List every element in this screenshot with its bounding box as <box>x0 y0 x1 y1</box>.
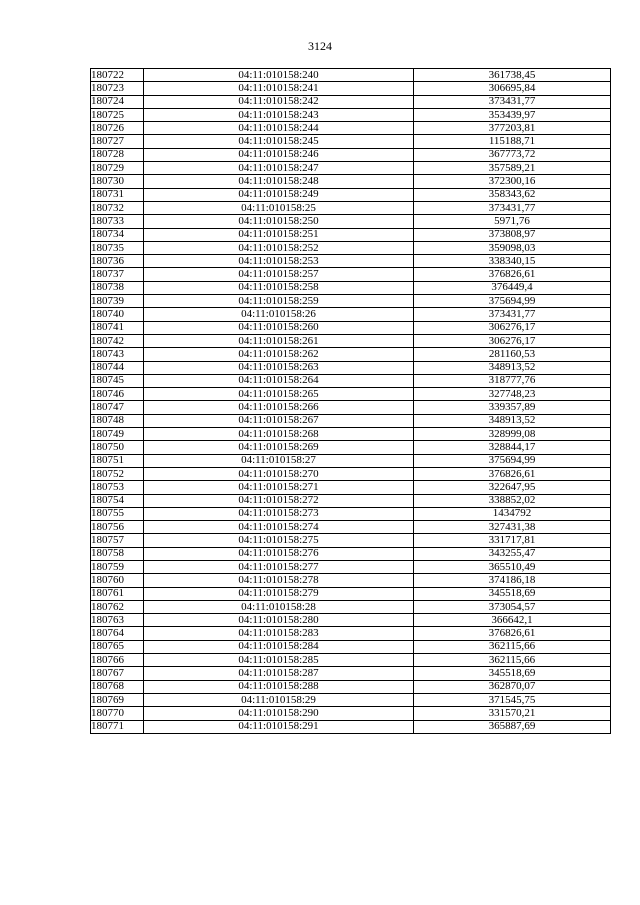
table-row <box>91 361 611 374</box>
row-number-cell: 180771 <box>91 720 144 733</box>
cadastral-value-cell: 373431,77 <box>414 308 611 321</box>
row-number-cell: 180760 <box>91 574 144 587</box>
table-row <box>91 547 611 560</box>
cadastral-value-cell: 306276,17 <box>414 321 611 334</box>
cadastral-number-cell: 04:11:010158:263 <box>144 361 414 374</box>
table-row <box>91 348 611 361</box>
row-number-cell: 180752 <box>91 467 144 480</box>
table-row <box>91 308 611 321</box>
cadastral-value-cell: 373431,77 <box>414 95 611 108</box>
cadastral-number-cell: 04:11:010158:270 <box>144 467 414 480</box>
cadastral-number-cell: 04:11:010158:271 <box>144 481 414 494</box>
cadastral-value-cell: 375694,99 <box>414 295 611 308</box>
table-row <box>91 188 611 201</box>
table-row <box>91 614 611 627</box>
cadastral-value-cell: 1434792 <box>414 507 611 520</box>
row-number-cell: 180727 <box>91 135 144 148</box>
cadastral-number-cell: 04:11:010158:25 <box>144 201 414 214</box>
cadastral-number-cell: 04:11:010158:242 <box>144 95 414 108</box>
cadastral-value-cell: 328844,17 <box>414 441 611 454</box>
row-number-cell: 180768 <box>91 680 144 693</box>
row-number-cell: 180733 <box>91 215 144 228</box>
table-row <box>91 401 611 414</box>
row-number-cell: 180755 <box>91 507 144 520</box>
cadastral-value-cell: 361738,45 <box>414 69 611 82</box>
cadastral-value-cell: 362115,66 <box>414 640 611 653</box>
table-row <box>91 720 611 733</box>
row-number-cell: 180764 <box>91 627 144 640</box>
row-number-cell: 180722 <box>91 69 144 82</box>
cadastral-value-cell: 376826,61 <box>414 627 611 640</box>
table-row <box>91 481 611 494</box>
cadastral-number-cell: 04:11:010158:283 <box>144 627 414 640</box>
cadastral-number-cell: 04:11:010158:241 <box>144 82 414 95</box>
table-row <box>91 640 611 653</box>
row-number-cell: 180741 <box>91 321 144 334</box>
row-number-cell: 180736 <box>91 255 144 268</box>
cadastral-number-cell: 04:11:010158:246 <box>144 148 414 161</box>
table-row <box>91 587 611 600</box>
cadastral-number-cell: 04:11:010158:240 <box>144 69 414 82</box>
cadastral-number-cell: 04:11:010158:258 <box>144 281 414 294</box>
cadastral-value-cell: 362115,66 <box>414 654 611 667</box>
row-number-cell: 180761 <box>91 587 144 600</box>
table-row <box>91 521 611 534</box>
cadastral-value-cell: 318777,76 <box>414 374 611 387</box>
cadastral-number-cell: 04:11:010158:28 <box>144 600 414 613</box>
cadastral-value-cell: 306695,84 <box>414 82 611 95</box>
cadastral-value-cell: 338852,02 <box>414 494 611 507</box>
row-number-cell: 180730 <box>91 175 144 188</box>
table-row <box>91 627 611 640</box>
cadastral-value-cell: 322647,95 <box>414 481 611 494</box>
cadastral-value-cell: 115188,71 <box>414 135 611 148</box>
table-row <box>91 454 611 467</box>
table-row <box>91 201 611 214</box>
row-number-cell: 180731 <box>91 188 144 201</box>
table-row <box>91 574 611 587</box>
cadastral-value-cell: 371545,75 <box>414 693 611 706</box>
cadastral-number-cell: 04:11:010158:290 <box>144 707 414 720</box>
cadastral-number-cell: 04:11:010158:257 <box>144 268 414 281</box>
cadastral-number-cell: 04:11:010158:245 <box>144 135 414 148</box>
cadastral-value-cell: 327748,23 <box>414 388 611 401</box>
cadastral-number-cell: 04:11:010158:253 <box>144 255 414 268</box>
cadastral-value-cell: 306276,17 <box>414 334 611 347</box>
cadastral-number-cell: 04:11:010158:247 <box>144 162 414 175</box>
row-number-cell: 180769 <box>91 693 144 706</box>
row-number-cell: 180732 <box>91 201 144 214</box>
cadastral-number-cell: 04:11:010158:273 <box>144 507 414 520</box>
table-row <box>91 95 611 108</box>
cadastral-value-cell: 345518,69 <box>414 667 611 680</box>
table-row <box>91 414 611 427</box>
cadastral-number-cell: 04:11:010158:274 <box>144 521 414 534</box>
cadastral-value-cell: 372300,16 <box>414 175 611 188</box>
cadastral-number-cell: 04:11:010158:260 <box>144 321 414 334</box>
row-number-cell: 180758 <box>91 547 144 560</box>
table-row <box>91 148 611 161</box>
row-number-cell: 180723 <box>91 82 144 95</box>
row-number-cell: 180756 <box>91 521 144 534</box>
row-number-cell: 180767 <box>91 667 144 680</box>
table-row <box>91 693 611 706</box>
cadastral-value-cell: 331717,81 <box>414 534 611 547</box>
table-row <box>91 654 611 667</box>
cadastral-value-cell: 338340,15 <box>414 255 611 268</box>
cadastral-value-cell: 367773,72 <box>414 148 611 161</box>
cadastral-value-cell: 348913,52 <box>414 414 611 427</box>
table-row <box>91 241 611 254</box>
cadastral-number-cell: 04:11:010158:29 <box>144 693 414 706</box>
row-number-cell: 180757 <box>91 534 144 547</box>
cadastral-value-cell: 376449,4 <box>414 281 611 294</box>
row-number-cell: 180770 <box>91 707 144 720</box>
row-number-cell: 180746 <box>91 388 144 401</box>
cadastral-value-cell: 377203,81 <box>414 122 611 135</box>
cadastral-value-cell: 348913,52 <box>414 361 611 374</box>
cadastral-value-cell: 339357,89 <box>414 401 611 414</box>
row-number-cell: 180745 <box>91 374 144 387</box>
cadastral-number-cell: 04:11:010158:268 <box>144 428 414 441</box>
cadastral-number-cell: 04:11:010158:264 <box>144 374 414 387</box>
cadastral-value-cell: 375694,99 <box>414 454 611 467</box>
row-number-cell: 180739 <box>91 295 144 308</box>
table-body <box>91 69 611 734</box>
table-row <box>91 295 611 308</box>
cadastral-number-cell: 04:11:010158:287 <box>144 667 414 680</box>
table-row <box>91 507 611 520</box>
row-number-cell: 180729 <box>91 162 144 175</box>
cadastral-number-cell: 04:11:010158:27 <box>144 454 414 467</box>
table-row <box>91 667 611 680</box>
cadastral-number-cell: 04:11:010158:266 <box>144 401 414 414</box>
table-row <box>91 388 611 401</box>
cadastral-value-cell: 328999,08 <box>414 428 611 441</box>
row-number-cell: 180765 <box>91 640 144 653</box>
row-number-cell: 180738 <box>91 281 144 294</box>
row-number-cell: 180762 <box>91 600 144 613</box>
cadastral-value-cell: 365510,49 <box>414 560 611 573</box>
row-number-cell: 180724 <box>91 95 144 108</box>
cadastral-number-cell: 04:11:010158:243 <box>144 108 414 121</box>
row-number-cell: 180734 <box>91 228 144 241</box>
table-row <box>91 162 611 175</box>
cadastral-number-cell: 04:11:010158:249 <box>144 188 414 201</box>
row-number-cell: 180749 <box>91 428 144 441</box>
cadastral-value-cell: 365887,69 <box>414 720 611 733</box>
cadastral-value-cell: 281160,53 <box>414 348 611 361</box>
row-number-cell: 180726 <box>91 122 144 135</box>
cadastral-value-cell: 376826,61 <box>414 467 611 480</box>
table-row <box>91 374 611 387</box>
cadastral-number-cell: 04:11:010158:259 <box>144 295 414 308</box>
cadastral-value-cell: 373054,57 <box>414 600 611 613</box>
row-number-cell: 180740 <box>91 308 144 321</box>
cadastral-number-cell: 04:11:010158:248 <box>144 175 414 188</box>
table-row <box>91 441 611 454</box>
cadastral-number-cell: 04:11:010158:267 <box>144 414 414 427</box>
row-number-cell: 180754 <box>91 494 144 507</box>
cadastral-number-cell: 04:11:010158:269 <box>144 441 414 454</box>
cadastral-number-cell: 04:11:010158:262 <box>144 348 414 361</box>
table-row <box>91 494 611 507</box>
table-row <box>91 321 611 334</box>
row-number-cell: 180728 <box>91 148 144 161</box>
row-number-cell: 180763 <box>91 614 144 627</box>
row-number-cell: 180743 <box>91 348 144 361</box>
table-row <box>91 428 611 441</box>
row-number-cell: 180759 <box>91 560 144 573</box>
table-row <box>91 255 611 268</box>
cadastral-value-cell: 345518,69 <box>414 587 611 600</box>
cadastral-number-cell: 04:11:010158:280 <box>144 614 414 627</box>
table-row <box>91 108 611 121</box>
cadastral-value-cell: 353439,97 <box>414 108 611 121</box>
row-number-cell: 180744 <box>91 361 144 374</box>
table-row <box>91 334 611 347</box>
row-number-cell: 180766 <box>91 654 144 667</box>
cadastral-value-cell: 359098,03 <box>414 241 611 254</box>
cadastral-number-cell: 04:11:010158:26 <box>144 308 414 321</box>
cadastral-value-cell: 362870,07 <box>414 680 611 693</box>
row-number-cell: 180751 <box>91 454 144 467</box>
cadastral-value-cell: 358343,62 <box>414 188 611 201</box>
row-number-cell: 180725 <box>91 108 144 121</box>
cadastral-value-table <box>90 68 611 734</box>
table-row <box>91 560 611 573</box>
cadastral-number-cell: 04:11:010158:278 <box>144 574 414 587</box>
table-row <box>91 215 611 228</box>
cadastral-number-cell: 04:11:010158:244 <box>144 122 414 135</box>
table-row <box>91 707 611 720</box>
cadastral-value-cell: 366642,1 <box>414 614 611 627</box>
table-row <box>91 534 611 547</box>
row-number-cell: 180748 <box>91 414 144 427</box>
table-row <box>91 467 611 480</box>
table-row <box>91 69 611 82</box>
cadastral-number-cell: 04:11:010158:285 <box>144 654 414 667</box>
cadastral-value-cell: 343255,47 <box>414 547 611 560</box>
cadastral-number-cell: 04:11:010158:275 <box>144 534 414 547</box>
row-number-cell: 180750 <box>91 441 144 454</box>
cadastral-number-cell: 04:11:010158:250 <box>144 215 414 228</box>
row-number-cell: 180737 <box>91 268 144 281</box>
row-number-cell: 180735 <box>91 241 144 254</box>
cadastral-number-cell: 04:11:010158:277 <box>144 560 414 573</box>
table-row <box>91 82 611 95</box>
table-row <box>91 680 611 693</box>
cadastral-value-cell: 373808,97 <box>414 228 611 241</box>
table-row <box>91 600 611 613</box>
cadastral-number-cell: 04:11:010158:279 <box>144 587 414 600</box>
table-row <box>91 281 611 294</box>
cadastral-value-cell: 373431,77 <box>414 201 611 214</box>
cadastral-value-cell: 5971,76 <box>414 215 611 228</box>
table-row <box>91 228 611 241</box>
cadastral-number-cell: 04:11:010158:252 <box>144 241 414 254</box>
cadastral-number-cell: 04:11:010158:276 <box>144 547 414 560</box>
table-row <box>91 268 611 281</box>
row-number-cell: 180747 <box>91 401 144 414</box>
table-row <box>91 122 611 135</box>
row-number-cell: 180742 <box>91 334 144 347</box>
cadastral-value-cell: 357589,21 <box>414 162 611 175</box>
cadastral-value-cell: 374186,18 <box>414 574 611 587</box>
cadastral-value-cell: 376826,61 <box>414 268 611 281</box>
cadastral-number-cell: 04:11:010158:272 <box>144 494 414 507</box>
row-number-cell: 180753 <box>91 481 144 494</box>
table-row <box>91 135 611 148</box>
cadastral-number-cell: 04:11:010158:261 <box>144 334 414 347</box>
cadastral-value-cell: 331570,21 <box>414 707 611 720</box>
cadastral-number-cell: 04:11:010158:288 <box>144 680 414 693</box>
table-row <box>91 175 611 188</box>
page-number: 3124 <box>308 39 332 53</box>
cadastral-number-cell: 04:11:010158:284 <box>144 640 414 653</box>
cadastral-number-cell: 04:11:010158:265 <box>144 388 414 401</box>
cadastral-number-cell: 04:11:010158:291 <box>144 720 414 733</box>
cadastral-number-cell: 04:11:010158:251 <box>144 228 414 241</box>
cadastral-value-cell: 327431,38 <box>414 521 611 534</box>
